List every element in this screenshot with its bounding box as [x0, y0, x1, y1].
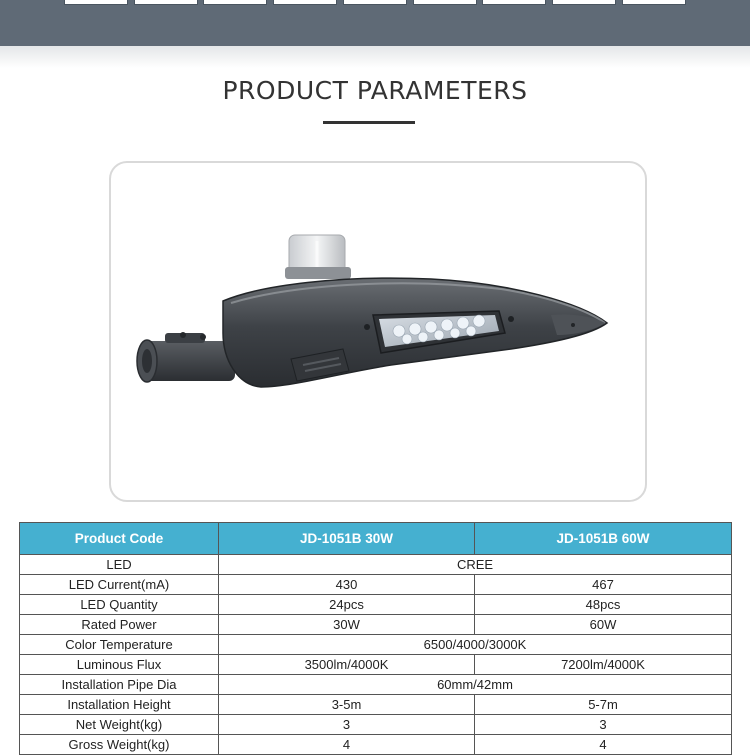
nav-tab[interactable]: [622, 0, 686, 5]
row-label: Rated Power: [20, 615, 219, 635]
row-value-30w: 24pcs: [219, 595, 475, 615]
row-value: CREE: [219, 555, 732, 575]
row-label: Net Weight(kg): [20, 715, 219, 735]
nav-tab[interactable]: [552, 0, 616, 5]
row-label: Installation Height: [20, 695, 219, 715]
row-value-30w: 4: [219, 735, 475, 755]
row-label: Installation Pipe Dia: [20, 675, 219, 695]
row-value-60w: 48pcs: [475, 595, 732, 615]
row-value-60w: 5-7m: [475, 695, 732, 715]
header-model-30w: JD-1051B 30W: [219, 523, 475, 555]
table-row: [20, 655, 732, 675]
top-navigation-bar: [0, 0, 750, 46]
row-value-60w: 3: [475, 715, 732, 735]
row-value-60w: 467: [475, 575, 732, 595]
spec-table: [19, 522, 732, 755]
row-label: LED Current(mA): [20, 575, 219, 595]
nav-tab[interactable]: [134, 0, 198, 5]
row-value-30w: 3: [219, 715, 475, 735]
street-light-image: [111, 163, 647, 502]
nav-tab[interactable]: [482, 0, 546, 5]
row-label: Color Temperature: [20, 635, 219, 655]
row-label: Luminous Flux: [20, 655, 219, 675]
header-shadow: [0, 46, 750, 68]
row-value-60w: 60W: [475, 615, 732, 635]
title-underline: [323, 121, 415, 124]
table-header-row: [20, 523, 732, 555]
row-value-30w: 3500lm/4000K: [219, 655, 475, 675]
row-label: LED Quantity: [20, 595, 219, 615]
row-value: 60mm/42mm: [219, 675, 732, 695]
table-row: [20, 715, 732, 735]
nav-tab[interactable]: [273, 0, 337, 5]
table-row: [20, 615, 732, 635]
row-value: 6500/4000/3000K: [219, 635, 732, 655]
product-image-frame: [109, 161, 647, 502]
header-model-60w: JD-1051B 60W: [475, 523, 732, 555]
row-value-30w: 430: [219, 575, 475, 595]
row-value-60w: 4: [475, 735, 732, 755]
table-row: [20, 575, 732, 595]
section-title: PRODUCT PARAMETERS: [222, 76, 528, 105]
table-row: [20, 735, 732, 755]
nav-tab[interactable]: [343, 0, 407, 5]
nav-tab[interactable]: [413, 0, 477, 5]
row-label: Gross Weight(kg): [20, 735, 219, 755]
row-value-30w: 30W: [219, 615, 475, 635]
row-label: LED: [20, 555, 219, 575]
table-row: [20, 675, 732, 695]
nav-tab[interactable]: [203, 0, 267, 5]
table-row: [20, 555, 732, 575]
table-row: [20, 695, 732, 715]
header-product-code: Product Code: [20, 523, 219, 555]
row-value-60w: 7200lm/4000K: [475, 655, 732, 675]
table-row: [20, 595, 732, 615]
row-value-30w: 3-5m: [219, 695, 475, 715]
nav-tab[interactable]: [64, 0, 128, 5]
table-row: [20, 635, 732, 655]
